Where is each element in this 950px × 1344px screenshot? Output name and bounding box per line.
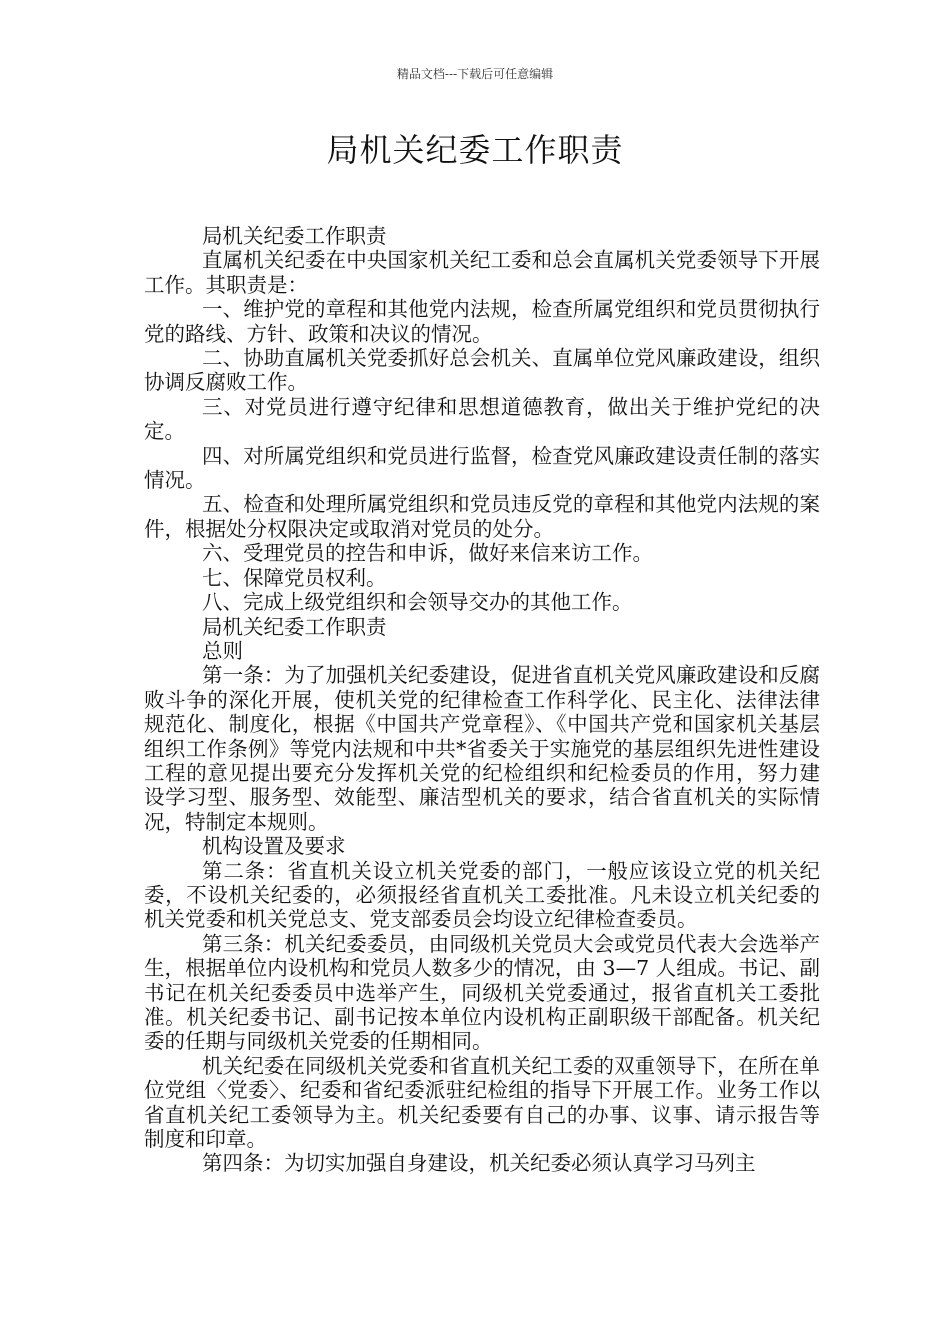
document-title: 局机关纪委工作职责 — [326, 131, 624, 169]
paragraph: 直属机关纪委在中央国家机关纪工委和总会直属机关党委领导下开展工作。其职责是： — [144, 248, 820, 297]
paragraph: 七、保障党员权利。 — [202, 565, 387, 590]
paragraph: 局机关纪委工作职责 — [202, 614, 387, 639]
paragraph: 机构设置及要求 — [202, 834, 346, 859]
paragraph: 第四条：为切实加强自身建设，机关纪委必须认真学习马列主 — [202, 1151, 756, 1176]
paragraph: 四、对所属党组织和党员进行监督，检查党风廉政建设责任制的落实情况。 — [144, 443, 820, 493]
paragraph: 五、检查和处理所属党组织和党员违反党的章程和其他党内法规的案件，根据处分权限决定或取消对党员的处分。 — [144, 492, 820, 541]
paragraph: 局机关纪委工作职责 — [202, 224, 387, 248]
paragraph: 第二条：省直机关设立机关党委的部门，一般应该设立党的机关纪委，不设机关纪委的，必须报经省直机关工委批准。凡未设立机关纪委的机关党委和机关党总支、党支部委员会均设立纪律检查委员。 — [144, 858, 820, 932]
paragraph: 三、对党员进行遵守纪律和思想道德教育，做出关于维护党纪的决定。 — [144, 394, 820, 444]
paragraph: 机关纪委在同级机关党委和省直机关纪工委的双重领导下，在所在单位党组〈党委〉、纪委和省纪委派驻纪检组的指导下开展工作。业务工作以省直机关纪工委领导为主。机关纪委要有自己的办事、议事、请示报告等制度和印章。 — [144, 1053, 820, 1152]
paragraph: 第一条：为了加强机关纪委建设，促进省直机关党风廉政建设和反腐败斗争的深化开展，使机关党的纪律检查工作科学化、民主化、法律法律规范化、制度化，根据《中国共产党章程》、《中国共产党和国家机关基层组织工作条例》等党内法规和中共*省委关于实施党的基层组织先进性建设工程的意见提出要充分发挥机关党的纪检组织和纪检委员的作用，努力建设学习型、服务型、效能型、廉洁型机关的要求，结合省直机关的实际情况，特制定本规则。 — [144, 663, 820, 834]
document-body — [144, 224, 820, 1176]
paragraph: 二、协助直属机关党委抓好总会机关、直属单位党风廉政建设，组织协调反腐败工作。 — [144, 346, 820, 395]
paragraph: 八、完成上级党组织和会领导交办的其他工作。 — [202, 590, 633, 615]
paragraph: 总则 — [202, 638, 243, 663]
paragraph: 六、受理党员的控告和申诉，做好来信来访工作。 — [202, 541, 653, 566]
header-note: 精品文档---下载后可任意编辑 — [396, 67, 554, 81]
paragraph: 一、维护党的章程和其他党内法规，检查所属党组织和党员贯彻执行党的路线、方针、政策和决议的情况。 — [144, 297, 820, 346]
paragraph: 第三条：机关纪委委员，由同级机关党员大会或党员代表大会选举产生，根据单位内设机构和党员人数多少的情况，由 3—7 人组成。书记、副书记在机关纪委委员中选举产生，同级机关党委通过，报省直机关工委批准。机关纪委书记、副书记按本单位内设机构正副职级干部配备。机关纪委的任期与同级机关党委的任期相同。 — [144, 931, 820, 1054]
